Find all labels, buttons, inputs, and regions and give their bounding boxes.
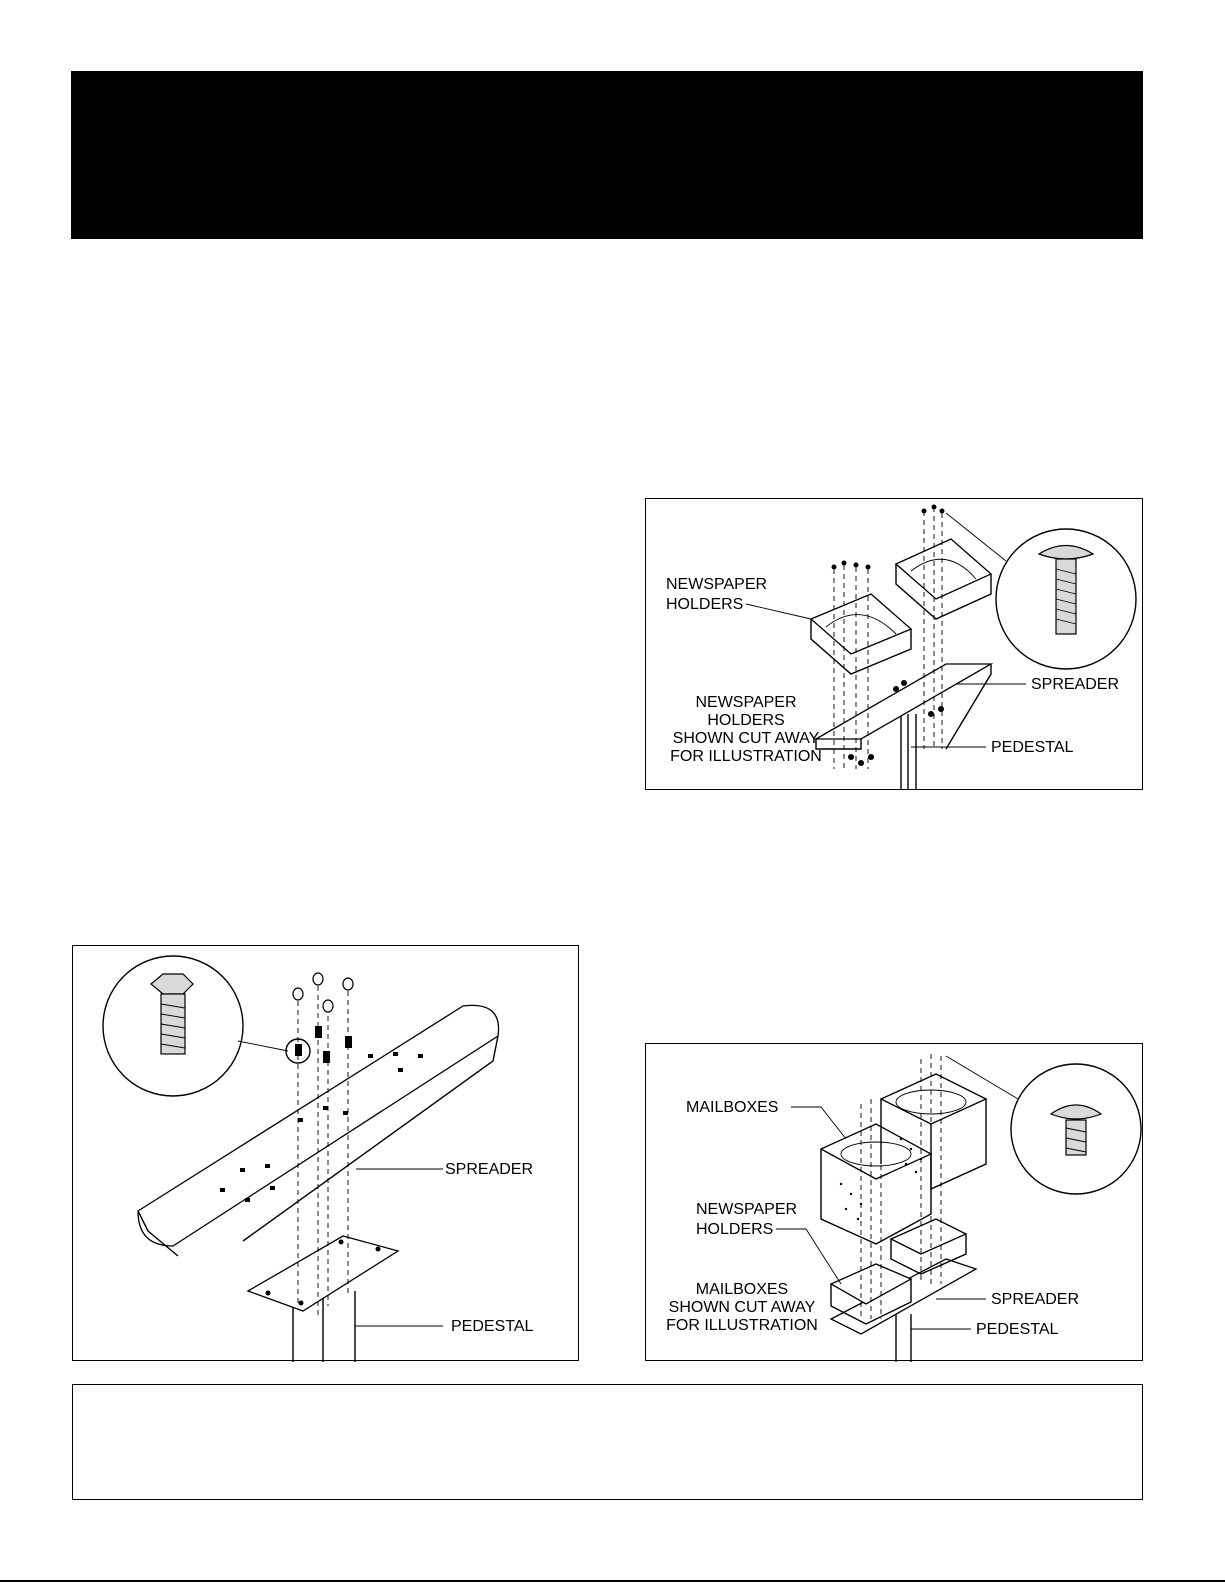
- cutaway-note-line4: FOR ILLUSTRATION: [670, 748, 822, 765]
- cutaway-note-line1: NEWSPAPER: [695, 694, 797, 711]
- newspaper-holders-drawing: [646, 499, 1144, 791]
- cutaway-note-line3: FOR ILLUSTRATION: [666, 1317, 818, 1334]
- cutaway-note-line2: SHOWN CUT AWAY: [668, 1299, 816, 1316]
- cutaway-note-line2: HOLDERS: [707, 712, 785, 729]
- header-banner: [71, 71, 1143, 239]
- holders-label-line1: NEWSPAPER: [666, 576, 768, 593]
- spreader-label: SPREADER: [1031, 676, 1120, 693]
- holders-label-line2: HOLDERS: [696, 1221, 774, 1238]
- spreader-label: SPREADER: [445, 1161, 534, 1178]
- pedestal-label: PEDESTAL: [991, 739, 1074, 756]
- cutaway-note-line1: MAILBOXES: [695, 1281, 789, 1298]
- mailboxes-label: MAILBOXES: [686, 1099, 779, 1116]
- pedestal-label: PEDESTAL: [451, 1318, 534, 1335]
- cutaway-note-line3: SHOWN CUT AWAY: [672, 730, 820, 747]
- figure-newspaper-holders: [645, 498, 1143, 790]
- figure-mailboxes: [645, 1043, 1143, 1361]
- notes-box: [72, 1384, 1143, 1500]
- bottom-rule: [0, 1580, 1225, 1582]
- pedestal-label: PEDESTAL: [976, 1321, 1059, 1338]
- mailboxes-drawing: [646, 1044, 1144, 1362]
- spreader-mounting-drawing: [73, 946, 580, 1362]
- holders-label-line2: HOLDERS: [666, 596, 744, 613]
- holders-label-line1: NEWSPAPER: [696, 1201, 798, 1218]
- figure-spreader-mounting: [72, 945, 579, 1361]
- spreader-label: SPREADER: [991, 1291, 1080, 1308]
